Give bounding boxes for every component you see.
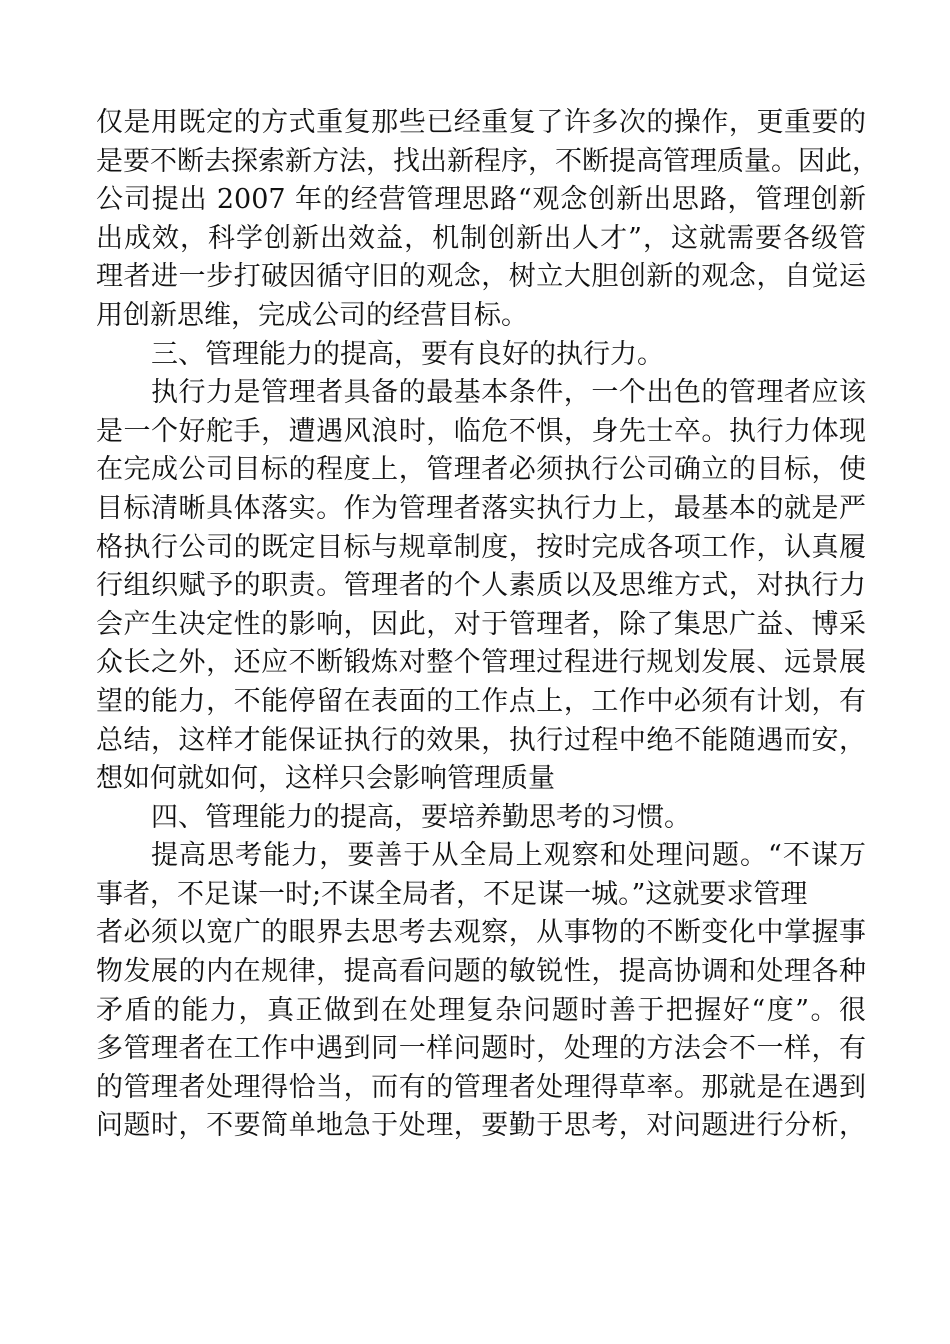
text-line-3: 公司提出 2007 年的经营管理思路“观念创新出思路，管理创新	[96, 184, 866, 216]
text-line-8: 执行力是管理者具备的最基本条件，一个出色的管理者应该	[151, 377, 866, 409]
text-line-12: 格执行公司的既定目标与规章制度，按时完成各项工作，认真履	[96, 531, 866, 563]
text-line-11: 目标清晰具体落实。作为管理者落实执行力上，最基本的就是严	[96, 492, 866, 524]
text-line-14: 会产生决定性的影响，因此，对于管理者，除了集思广益、博采	[96, 608, 866, 640]
text-line-24: 矛盾的能力，真正做到在处理复杂问题时善于把握好“度”。很	[96, 994, 866, 1026]
text-line-9: 是一个好舵手，遭遇风浪时，临危不惧，身先士卒。执行力体现	[96, 415, 866, 447]
document-body	[96, 104, 879, 1146]
text-line-27: 问题时，不要简单地急于处理，要勤于思考，对问题进行分析，	[96, 1110, 866, 1142]
text-line-18: 想如何就如何，这样只会影响管理质量	[96, 763, 555, 795]
text-line-26: 的管理者处理得恰当，而有的管理者处理得草率。那就是在遇到	[96, 1071, 866, 1103]
text-line-17: 总结，这样才能保证执行的效果，执行过程中绝不能随遇而安，	[96, 724, 866, 756]
text-line-21: 事者，不足谋一时;不谋全局者，不足谋一城。”这就要求管理	[96, 878, 808, 910]
section-heading-3: 三、管理能力的提高，要有良好的执行力。	[151, 338, 664, 370]
text-line-6: 用创新思维，完成公司的经营目标。	[96, 299, 528, 331]
text-line-25: 多管理者在工作中遇到同一样问题时，处理的方法会不一样，有	[96, 1033, 866, 1065]
text-line-22: 者必须以宽广的眼界去思考去观察，从事物的不断变化中掌握事	[96, 917, 866, 949]
text-line-2: 是要不断去探索新方法，找出新程序，不断提高管理质量。因此，	[96, 145, 879, 177]
text-line-15: 众长之外，还应不断锻炼对整个管理过程进行规划发展、远景展	[96, 647, 866, 679]
text-line-13: 行组织赋予的职责。管理者的个人素质以及思维方式，对执行力	[96, 570, 866, 602]
text-line-1: 仅是用既定的方式重复那些已经重复了许多次的操作，更重要的	[96, 107, 866, 138]
text-line-16: 望的能力，不能停留在表面的工作点上，工作中必须有计划，有	[96, 685, 866, 717]
text-line-4: 出成效，科学创新出效益，机制创新出人才”，这就需要各级管	[96, 222, 866, 254]
text-line-20: 提高思考能力，要善于从全局上观察和处理问题。“不谋万	[151, 840, 866, 872]
text-line-10: 在完成公司目标的程度上，管理者必须执行公司确立的目标，使	[96, 454, 866, 486]
text-line-5: 理者进一步打破因循守旧的观念，树立大胆创新的观念，自觉运	[96, 261, 866, 293]
section-heading-4: 四、管理能力的提高，要培养勤思考的习惯。	[151, 801, 691, 833]
text-line-23: 物发展的内在规律，提高看问题的敏锐性，提高协调和处理各种	[96, 956, 866, 988]
